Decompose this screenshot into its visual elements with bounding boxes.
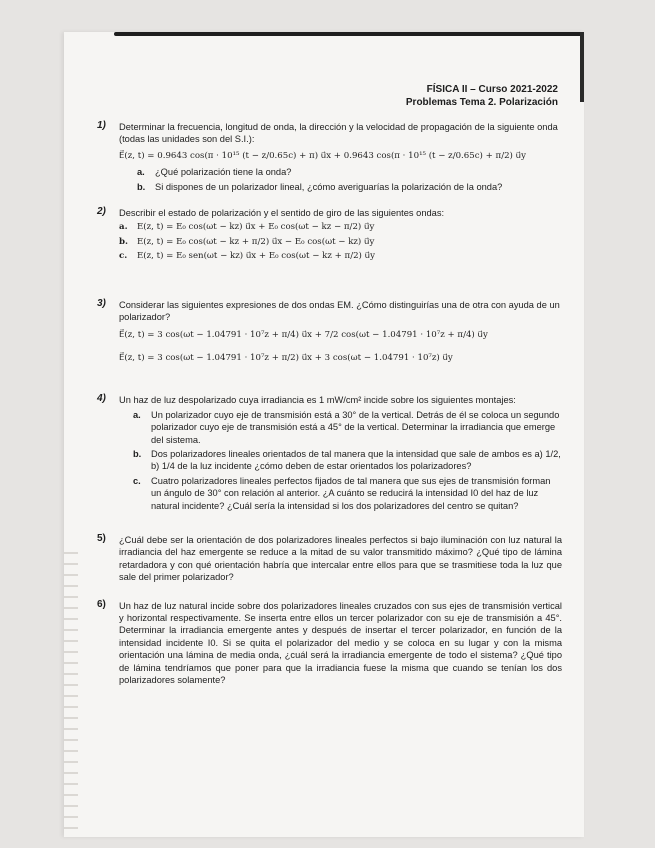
spiral-binding bbox=[64, 552, 78, 837]
item-label: c. bbox=[133, 475, 141, 486]
document-header bbox=[406, 83, 558, 109]
course-title: FÍSICA II – Curso 2021-2022 bbox=[426, 84, 558, 95]
binder-edge bbox=[114, 32, 584, 36]
problem-number: 3) bbox=[97, 297, 106, 309]
item-equation: E(z, t) = E₀ sen(ωt − kz) u⃗x + E₀ cos(ωt − kz + π/2) u⃗y bbox=[137, 251, 375, 262]
item-equation: E(z, t) = E₀ cos(ωt − kz) u⃗x + E₀ cos(ωt − kz − π/2) u⃗y bbox=[137, 222, 375, 233]
problem-4 bbox=[97, 393, 562, 512]
sub-items bbox=[137, 166, 562, 193]
item-label: b. bbox=[119, 236, 129, 247]
problem-5 bbox=[97, 532, 562, 584]
problem-6 bbox=[97, 598, 562, 687]
item-label: a. bbox=[137, 167, 145, 178]
problem-1 bbox=[97, 120, 562, 193]
problem-list bbox=[97, 120, 562, 686]
item-text: Cuatro polarizadores lineales perfectos fijados de tal manera que sus ejes de transmisión forman un ángulo de 30° con relación al anterior. ¿A cuánto se reducirá la intensidad I0 del haz de luz natural incidente? ¿Cuál sería la intensidad si los dos polarizadores del centro se quitan? bbox=[151, 475, 551, 511]
problem-2 bbox=[97, 206, 562, 263]
equation: E⃗(z, t) = 0.9643 cos(π · 10¹⁵ (t − z/0.65c) + π) u⃗x + 0.9643 cos(π · 10¹⁵ (t − z/0.65c) + π/2) u⃗y bbox=[119, 150, 526, 161]
problem-text: Un haz de luz natural incide sobre dos polarizadores lineales cruzados con sus ejes de transmisión vertical y horizontal respectivamente. Se inserta entre ellos un tercer polarizador con su eje de transmisión a 45°. Determinar la irradiancia emergente antes y después de insertar el tercer polarizador, en función de la intensidad incidente I0. Si se quita el polarizador del medio y se coloca en su lugar y con la misma orientación una lámina de media onda, ¿cuál será la irradiancia emergente de todo el sistema? ¿Qué tipo de lámina tendríamos que poner para que la irradiancia fuese la misma que cuando se tenían los dos polarizadores solamente? bbox=[119, 600, 562, 685]
sub-item-b bbox=[133, 448, 562, 473]
problem-text: Un haz de luz despolarizado cuya irradiancia es 1 mW/cm² incide sobre los siguientes montajes: bbox=[119, 395, 516, 406]
sub-item-a bbox=[133, 409, 562, 446]
sub-items bbox=[133, 409, 562, 512]
item-label: a. bbox=[119, 222, 128, 233]
problem-number: 5) bbox=[97, 532, 106, 544]
problem-number: 2) bbox=[97, 206, 106, 218]
equation: E⃗(z, t) = 3 cos(ωt − 1.04791 · 10⁷z + π/2) u⃗x + 3 cos(ωt − 1.04791 · 10⁷z) u⃗y bbox=[119, 352, 453, 363]
problem-3 bbox=[97, 297, 562, 365]
page-shadow bbox=[580, 32, 584, 102]
sub-item-a bbox=[119, 221, 562, 233]
document-page bbox=[64, 32, 584, 837]
sub-items bbox=[119, 221, 562, 262]
problem-text: Describir el estado de polarización y el sentido de giro de las siguientes ondas: bbox=[119, 208, 445, 219]
item-label: a. bbox=[133, 409, 141, 420]
problem-number: 6) bbox=[97, 598, 106, 610]
sub-item-a bbox=[137, 166, 562, 178]
item-equation: E(z, t) = E₀ cos(ωt − kz + π/2) u⃗x − E₀ cos(ωt − kz) u⃗y bbox=[137, 236, 375, 247]
problem-text: Determinar la frecuencia, longitud de onda, la dirección y la velocidad de propagación de la siguiente onda (todas las unidades son del S.I.): bbox=[119, 122, 558, 145]
sub-item-b bbox=[137, 181, 562, 193]
item-label: b. bbox=[137, 181, 146, 192]
item-text: Dos polarizadores lineales orientados de tal manera que la intensidad que sale de ambos es a) 1/2, b) 1/4 de la luz incidente ¿cómo deben de estar orientados los polarizadores? bbox=[151, 448, 561, 472]
item-text: Si dispones de un polarizador lineal, ¿cómo averiguarías la polarización de la onda? bbox=[155, 181, 503, 192]
sub-item-c bbox=[119, 250, 562, 262]
problem-number: 1) bbox=[97, 120, 106, 131]
problem-number: 4) bbox=[97, 393, 106, 405]
item-text: Un polarizador cuyo eje de transmisión está a 30° de la vertical. Detrás de él se coloca un segundo polarizador cuyo eje de transmisión está a 45° de la vertical. Determinar la irradiancia que emerge del sistema. bbox=[151, 409, 560, 445]
problem-text: ¿Cuál debe ser la orientación de dos polarizadores lineales perfectos si bajo iluminación con luz natural la irradiancia del haz emergente se reduce a la mitad de su valor transmitido máximo? ¿Qué tipo de lámina retardadora y con qué orientación habría que intercalar entre ellos para que se trasmitiese toda la luz que sale del primer polarizador? bbox=[119, 534, 562, 583]
document-title: Problemas Tema 2. Polarización bbox=[405, 97, 558, 108]
equation: E⃗(z, t) = 3 cos(ωt − 1.04791 · 10⁷z + π/4) u⃗x + 7/2 cos(ωt − 1.04791 · 10⁷z + π/4) u⃗y bbox=[119, 330, 488, 341]
problem-text: Considerar las siguientes expresiones de dos ondas EM. ¿Cómo distinguirías una de otra con ayuda de un polarizador? bbox=[119, 299, 560, 323]
sub-item-c bbox=[133, 475, 562, 512]
item-label: b. bbox=[133, 448, 142, 459]
item-text: ¿Qué polarización tiene la onda? bbox=[155, 167, 292, 178]
sub-item-b bbox=[119, 236, 562, 248]
item-label: c. bbox=[119, 251, 128, 262]
